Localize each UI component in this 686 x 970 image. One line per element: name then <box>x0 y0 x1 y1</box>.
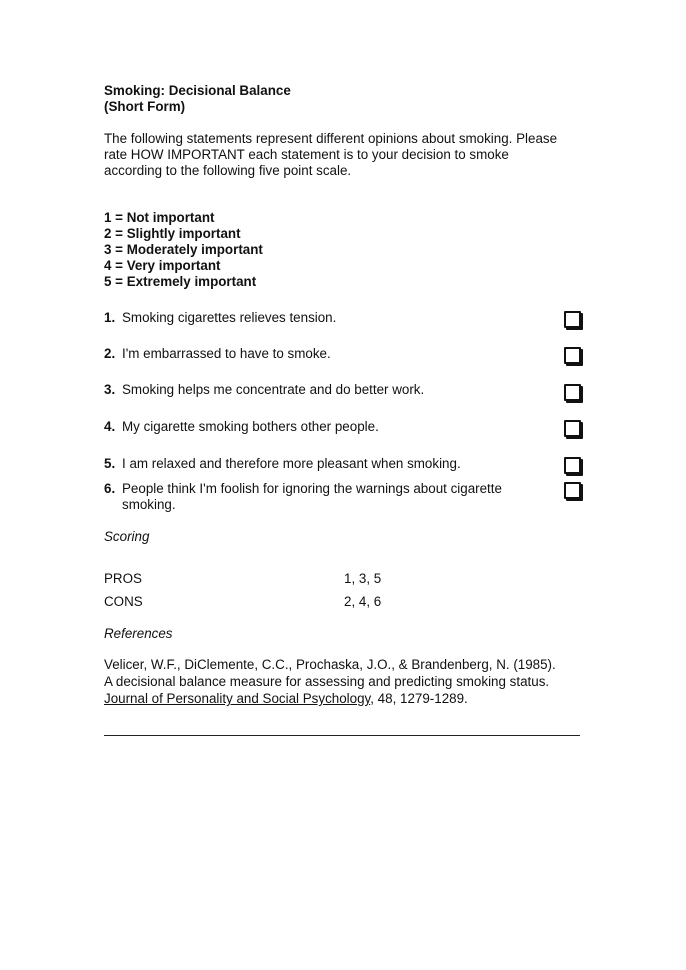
question-number: 6. <box>104 481 116 496</box>
question-text-continued: smoking. <box>122 497 176 512</box>
reference-line: Velicer, W.F., DiClemente, C.C., Prochaska, J.O., & Brandenberg, N. (1985). <box>104 657 556 672</box>
question-text: I'm embarrassed to have to smoke. <box>122 346 331 361</box>
question-1-checkbox[interactable] <box>564 311 581 328</box>
scoring-heading: Scoring <box>104 529 150 544</box>
intro-line: The following statements represent different opinions about smoking. Please <box>104 131 558 146</box>
horizontal-rule <box>104 735 580 736</box>
question-number: 4. <box>104 419 116 434</box>
question-3-checkbox[interactable] <box>564 384 581 401</box>
question-number: 2. <box>104 346 116 361</box>
question-text: Smoking helps me concentrate and do better work. <box>122 382 425 397</box>
question-text: I am relaxed and therefore more pleasant when smoking. <box>122 456 461 471</box>
question-number: 3. <box>104 382 116 397</box>
reference-line <box>104 691 468 707</box>
reference-tail: , 48, 1279-1289. <box>370 691 468 706</box>
question-number: 5. <box>104 456 116 471</box>
references-heading: References <box>104 626 173 641</box>
question-item <box>104 456 461 472</box>
document-subtitle: (Short Form) <box>104 99 186 114</box>
question-item <box>104 481 502 497</box>
question-number: 1. <box>104 310 116 325</box>
intro-line: rate HOW IMPORTANT each statement is to your decision to smoke <box>104 147 509 162</box>
question-2-checkbox[interactable] <box>564 347 581 364</box>
scoring-value: 1, 3, 5 <box>344 571 382 586</box>
journal-name: Journal of Personality and Social Psychology <box>104 691 371 706</box>
question-text: My cigarette smoking bothers other people. <box>122 419 379 434</box>
question-text: People think I'm foolish for ignoring the warnings about cigarette <box>122 481 502 496</box>
scale-item: 1 = Not important <box>104 210 215 225</box>
question-4-checkbox[interactable] <box>564 420 581 437</box>
question-item <box>104 382 424 398</box>
question-6-checkbox[interactable] <box>564 482 581 499</box>
question-item <box>104 419 379 435</box>
question-5-checkbox[interactable] <box>564 457 581 474</box>
scale-item: 3 = Moderately important <box>104 242 263 257</box>
question-text: Smoking cigarettes relieves tension. <box>122 310 337 325</box>
intro-line: according to the following five point scale. <box>104 163 352 178</box>
question-item <box>104 310 336 326</box>
scoring-value: 2, 4, 6 <box>344 594 382 609</box>
scale-item: 4 = Very important <box>104 258 221 273</box>
reference-line: A decisional balance measure for assessing and predicting smoking status. <box>104 674 550 689</box>
scale-item: 5 = Extremely important <box>104 274 257 289</box>
scoring-label: CONS <box>104 594 143 609</box>
scoring-label: PROS <box>104 571 142 586</box>
scale-item: 2 = Slightly important <box>104 226 241 241</box>
document-title: Smoking: Decisional Balance <box>104 83 291 98</box>
question-item <box>104 346 331 362</box>
